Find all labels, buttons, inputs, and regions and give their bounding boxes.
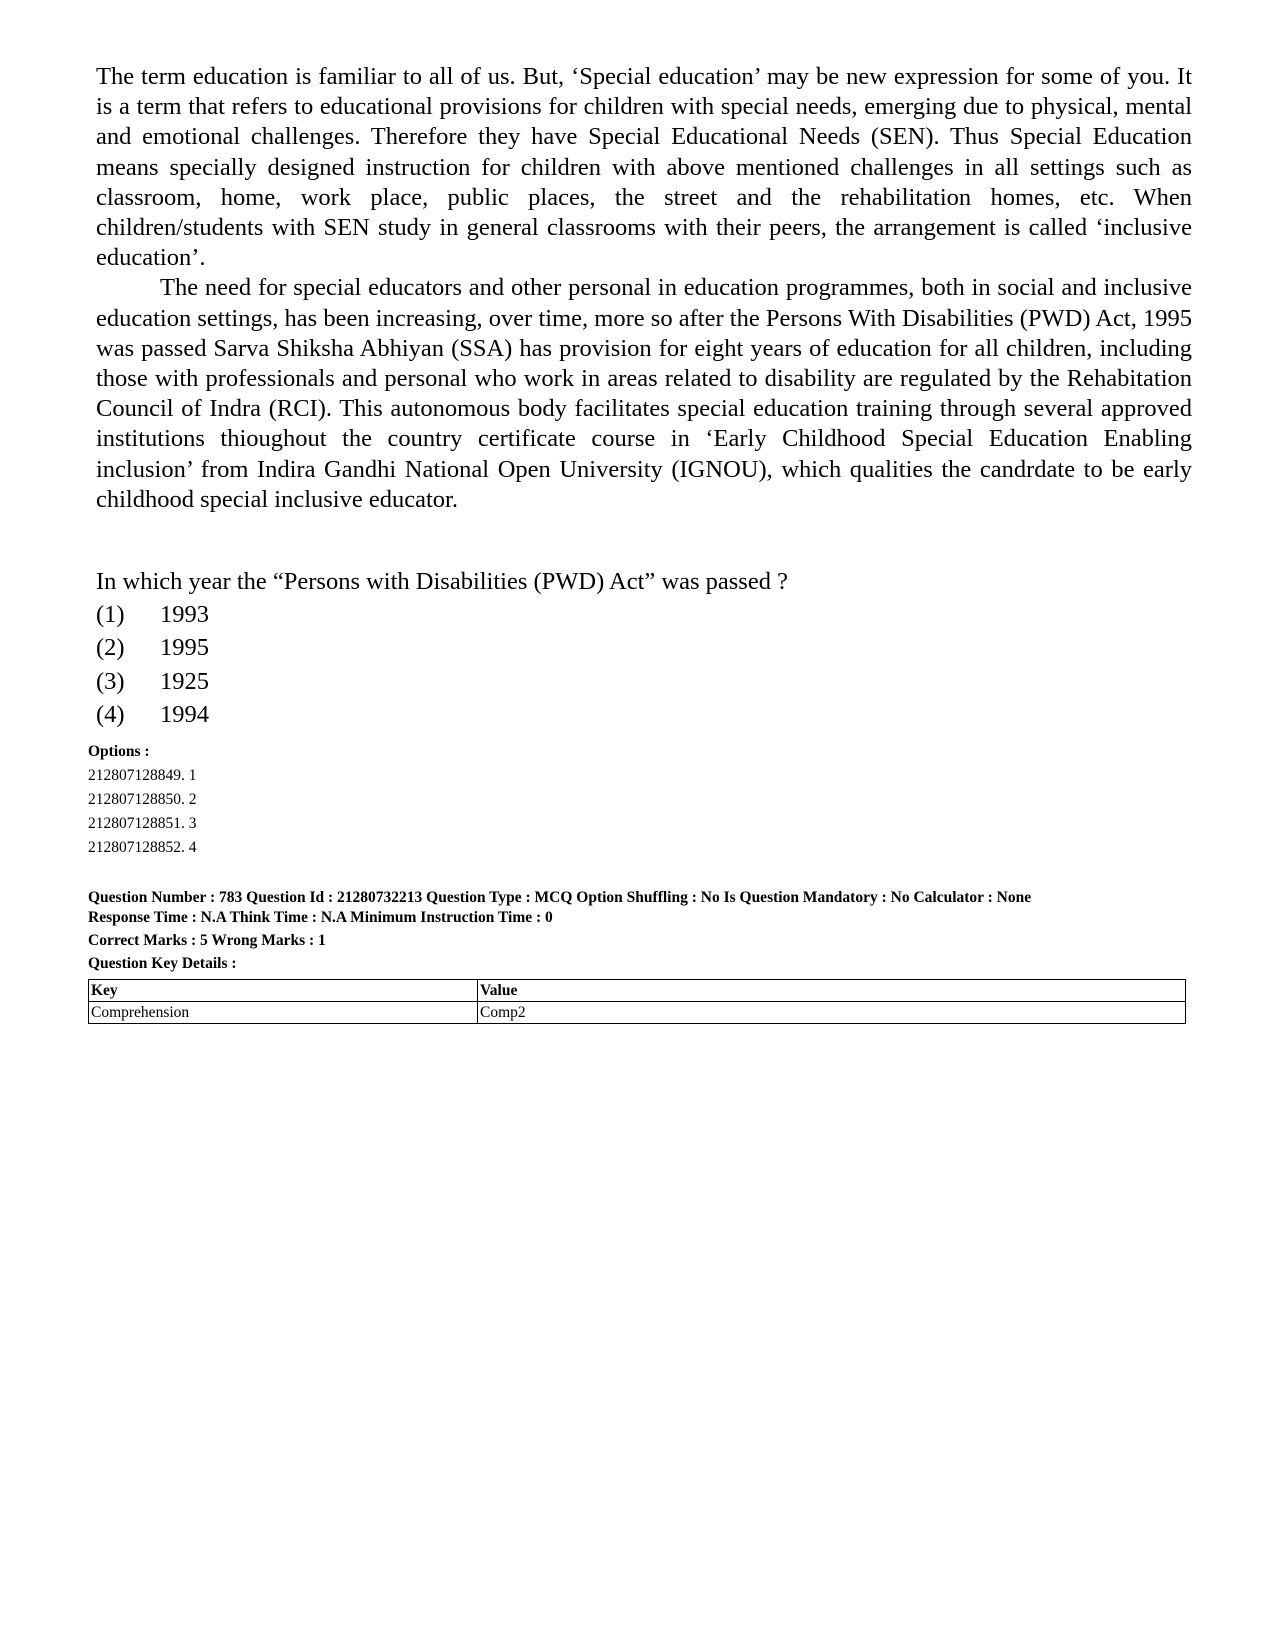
question-meta-line-2: Response Time : N.A Think Time : N.A Minimum Instruction Time : 0 xyxy=(88,909,553,926)
table-cell-value: Comp2 xyxy=(478,1002,1186,1024)
choice-item xyxy=(96,632,1196,666)
choice-number: (1) xyxy=(96,600,125,628)
choice-value: 1994 xyxy=(160,701,209,729)
table-header-row xyxy=(89,980,1186,1002)
option-id-row: 212807128852. 4 xyxy=(88,839,197,856)
choice-list xyxy=(96,598,1196,732)
choice-value: 1925 xyxy=(160,667,209,695)
table-header-value: Value xyxy=(478,980,1186,1002)
options-block xyxy=(88,740,197,860)
choice-item xyxy=(96,598,1196,632)
question-text: In which year the “Persons with Disabilities (PWD) Act” was passed ? xyxy=(96,568,788,595)
question-meta xyxy=(88,888,1208,974)
question-meta-line-1: Question Number : 783 Question Id : 21280732213 Question Type : MCQ Option Shuffling : No Is Question Mandatory : No Calculator : None xyxy=(88,889,1032,906)
choice-value: 1995 xyxy=(160,634,209,662)
table-cell-key: Comprehension xyxy=(89,1002,478,1024)
marks-line: Correct Marks : 5 Wrong Marks : 1 xyxy=(88,932,326,949)
question-block xyxy=(96,566,1196,732)
table-row xyxy=(89,1002,1186,1024)
comprehension-passage xyxy=(96,62,1192,515)
passage-paragraph-2: The need for special educators and other personal in education programmes, both in social and inclusive education settings, has been increasing, over time, more so after the Persons With Disabilities (PWD) Act, 1995 was passed Sarva Shiksha Abhiyan (SSA) has provision for eight years of education for all children, including those with professionals and personal who work in areas related to disability are regulated by the Rehabitation Council of Indra (RCI). This autonomous body facilitates special education training through several approved institutions thioughout the country certificate course in ‘Early Childhood Special Education Enabling inclusion’ from Indira Gandhi National Open University (IGNOU), which qualities the candrdate to be early childhood special inclusive educator. xyxy=(96,274,1192,513)
passage-paragraph-1: The term education is familiar to all of us. But, ‘Special education’ may be new expression for some of you. It is a term that refers to educational provisions for children with special needs, emerging due to physical, mental and emotional challenges. Therefore they have Special Educational Needs (SEN). Thus Special Education means specially designed instruction for children with above mentioned challenges in all settings such as classroom, home, work place, public places, the street and the rehabilitation homes, etc. When children/students with SEN study in general classrooms with their peers, the arrangement is called ‘inclusive education’. xyxy=(96,63,1192,272)
option-id-row: 212807128850. 2 xyxy=(88,791,197,808)
option-id-row: 212807128851. 3 xyxy=(88,815,197,832)
table-header-key: Key xyxy=(89,980,478,1002)
choice-item xyxy=(96,665,1196,699)
choice-item xyxy=(96,699,1196,733)
key-details-title: Question Key Details : xyxy=(88,955,237,972)
choice-number: (2) xyxy=(96,634,125,662)
choice-value: 1993 xyxy=(160,600,209,628)
option-id-row: 212807128849. 1 xyxy=(88,767,197,784)
key-details-table xyxy=(88,979,1186,1024)
options-title: Options : xyxy=(88,743,150,760)
choice-number: (3) xyxy=(96,667,125,695)
choice-number: (4) xyxy=(96,701,125,729)
